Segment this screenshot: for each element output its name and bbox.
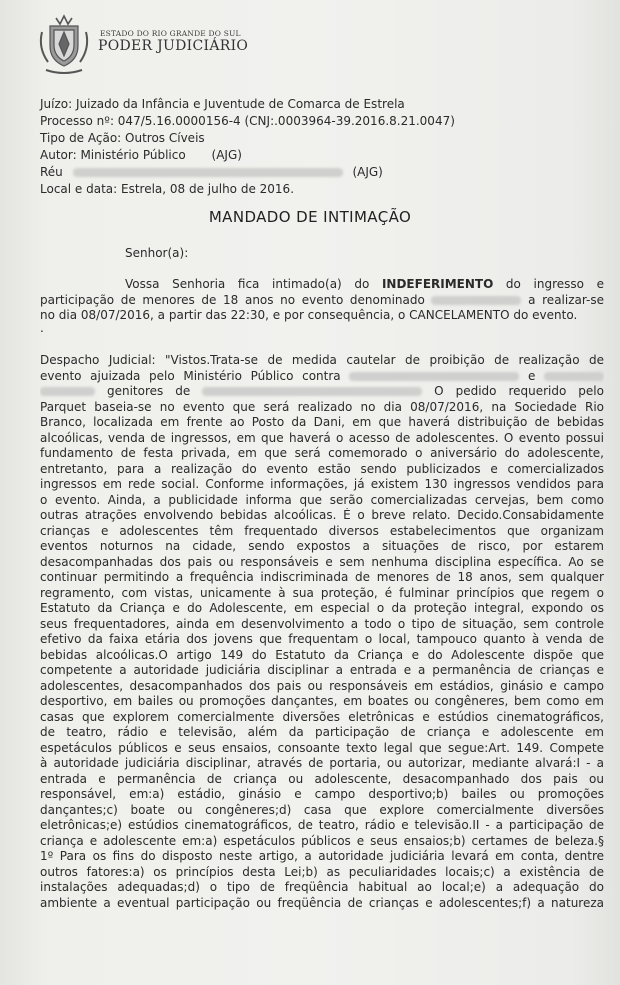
redacted-name — [202, 387, 422, 396]
intimacao-line — [40, 293, 604, 309]
despacho-line: criança e adolescente em:a) espetáculos públicos e seus ensaios;b) certames de beleza.§ — [40, 833, 604, 848]
despacho-line: entretanto, para a realização do evento estão sendo publicizados e comercializados — [40, 461, 604, 476]
meta-reu-label: Réu — [40, 165, 63, 179]
despacho-line: ambiente a eventual participação ou freqüência de crianças e adolescentes;f) a natureza — [40, 895, 604, 910]
despacho-line: adolescentes, desacompanhados dos pais ou responsáveis em estádios, ginásio e campo — [40, 678, 604, 693]
intimacao-text: do evento. — [513, 308, 578, 322]
indeferimento-bold: INDEFERIMENTO — [381, 277, 494, 291]
redacted-name — [40, 387, 95, 396]
despacho-line: de teatro, rádio e televisão, além da participação de criança e adolescente em — [40, 725, 604, 739]
despacho-line: Branco, localizada em frente ao Posto da Dani, em que haverá distribuição de bebidas — [40, 415, 604, 429]
despacho-line: regramento, com vistas, unicamente à sua proteção, é fulminar princípios que regem o — [40, 585, 604, 600]
despacho-line: casas que explorem comercialmente diversões eletrônicas e estúdios cinematográficos, — [40, 709, 604, 724]
meta-reu-ajg: (AJG) — [352, 165, 383, 179]
intimacao-line — [40, 277, 604, 293]
despacho-text: e — [527, 368, 536, 383]
despacho-line: Despacho Judicial: "Vistos.Trata-se de medida cautelar de proibição de realização de — [40, 353, 604, 367]
despacho-line: 1º Para os fins do disposto neste artigo, a autoridade judiciária levará em conta, dentre — [40, 849, 604, 863]
despacho-line — [40, 369, 604, 385]
despacho-line: instalações adequadas;d) o tipo de freqüência habitual ao local;e) a adequação do — [40, 880, 604, 894]
intimacao-paragraph — [40, 277, 604, 332]
salutation: Senhor(a): — [125, 246, 189, 260]
meta-local: Local e data: Estrela, 08 de julho de 2016. — [40, 182, 295, 196]
cancelamento-text: CANCELAMENTO — [409, 308, 510, 322]
meta-autor-ajg: (AJG) — [211, 148, 242, 162]
meta-juizo: Juízo: Juizado da Infância e Juventude de Comarca de Estrela — [40, 97, 405, 111]
despacho-paragraph — [40, 353, 604, 911]
despacho-line: desacompanhadas dos pais ou responsáveis e sem nenhuma disciplina específica. Ao se — [40, 554, 604, 569]
despacho-text: O pedido requerido pelo — [434, 384, 604, 398]
despacho-line: responsável, em:a) estádio, ginásio e campo desportivo;b) bailes ou promoções — [40, 787, 604, 801]
despacho-line: outras atrações envolvendo bebidas alcoólicas. É o breve relato. Decido.Consabidamente — [40, 508, 604, 522]
despacho-line: seus frequentadores, ainda em desenvolvimento a todo o tipo de situação, sem controle — [40, 616, 604, 631]
redacted-name — [73, 168, 343, 177]
despacho-line: ingressos em rede social. Conforme informações, já existem 130 ingressos vendidos para — [40, 477, 604, 491]
despacho-line: desportivo, em bailes ou promoções dançantes, em boates ou congêneres, bem como em — [40, 694, 604, 708]
header-state: ESTADO DO RIO GRANDE DO SUL — [100, 29, 241, 38]
coat-of-arms-icon — [36, 12, 92, 76]
despacho-line: fundamento de festa privada, em que será comemorado o aniversário do adolescente, — [40, 446, 604, 460]
intimacao-text: no dia 08/07/2016, a partir das 22:30, e por consequência, o — [40, 308, 406, 322]
despacho-line: efetivo da faixa etária dos jovens que frequentam o local, tampouco quanto à venda de — [40, 632, 604, 646]
despacho-line: crianças e adolescentes têm frequentado diversos estabelecimentos que organizam — [40, 523, 604, 538]
intimacao-text: participação de menores de 18 anos no evento denominado — [40, 292, 425, 307]
despacho-text: evento ajuizada pelo Ministério Público contra — [40, 368, 341, 383]
despacho-line: à autoridade judiciária disciplinar, através de portaria, ou autorizar, mediante alvará:I - a — [40, 756, 604, 770]
meta-autor — [40, 148, 242, 162]
redacted-name — [544, 372, 604, 381]
despacho-line: espetáculos públicos e seus ensaios, consoante texto legal que segue:Art. 149. Compete — [40, 740, 604, 755]
despacho-line: Parquet baseia-se no evento que será realizado no dia 08/07/2016, na Sociedade Rio — [40, 399, 604, 414]
despacho-line: entrada e permanência de criança ou adolescente, desacompanhado dos pais ou — [40, 771, 604, 786]
document-title: MANDADO DE INTIMAÇÃO — [208, 208, 412, 226]
despacho-line: o evento. Ainda, a publicidade informa que serão comercializadas cervejas, bem como — [40, 492, 604, 507]
redacted-event-name — [431, 296, 521, 305]
redacted-name — [349, 372, 519, 381]
meta-autor-label: Autor: Ministério Público — [40, 148, 186, 162]
despacho-line: bebidas alcoólicas.O artigo 149 do Estatuto da Criança e do Adolescente dispõe que — [40, 647, 604, 662]
meta-tipo: Tipo de Ação: Outros Cíveis — [40, 131, 205, 145]
despacho-line: competente a autoridade judiciária disciplinar a entrada e a permanência de crianças e — [40, 663, 604, 677]
meta-reu — [40, 165, 383, 179]
intimacao-line — [40, 308, 604, 324]
despacho-line: outros fatores:a) os princípios desta Lei;b) as peculiaridades locais;c) a existência de — [40, 864, 604, 879]
despacho-line: eletrônicas;e) estúdios cinematográficos, de teatro, rádio e televisão.II - a participação de — [40, 818, 604, 832]
dot: . — [40, 323, 44, 332]
despacho-line: dançantes;c) boate ou congêneres;d) casa que explore comercialmente diversões — [40, 802, 604, 817]
despacho-line: alcoólicas, venda de ingressos, em que haverá o acesso de adolescentes. O evento possui — [40, 430, 604, 445]
intimacao-text: Vossa Senhoria fica intimado(a) do — [125, 277, 370, 291]
intimacao-text: do ingresso e — [505, 277, 604, 291]
despacho-text: genitores de — [106, 384, 191, 398]
meta-processo: Processo nº: 047/5.16.0000156-4 (CNJ:.0003964-39.2016.8.21.0047) — [40, 114, 455, 128]
header-branch: PODER JUDICIÁRIO — [98, 38, 249, 54]
despacho-line — [40, 384, 604, 400]
intimacao-text: a realizar-se — [528, 292, 604, 307]
despacho-line: continuar permitindo a frequência indiscriminada de menores de 18 anos, sem qualquer — [40, 570, 604, 584]
despacho-line: eventos noturnos na cidade, sendo expostos a situações de risco, por estarem — [40, 539, 604, 553]
despacho-line: Estatuto da Criança e do Adolescente, em especial o da proteção integral, expondo os — [40, 601, 604, 615]
